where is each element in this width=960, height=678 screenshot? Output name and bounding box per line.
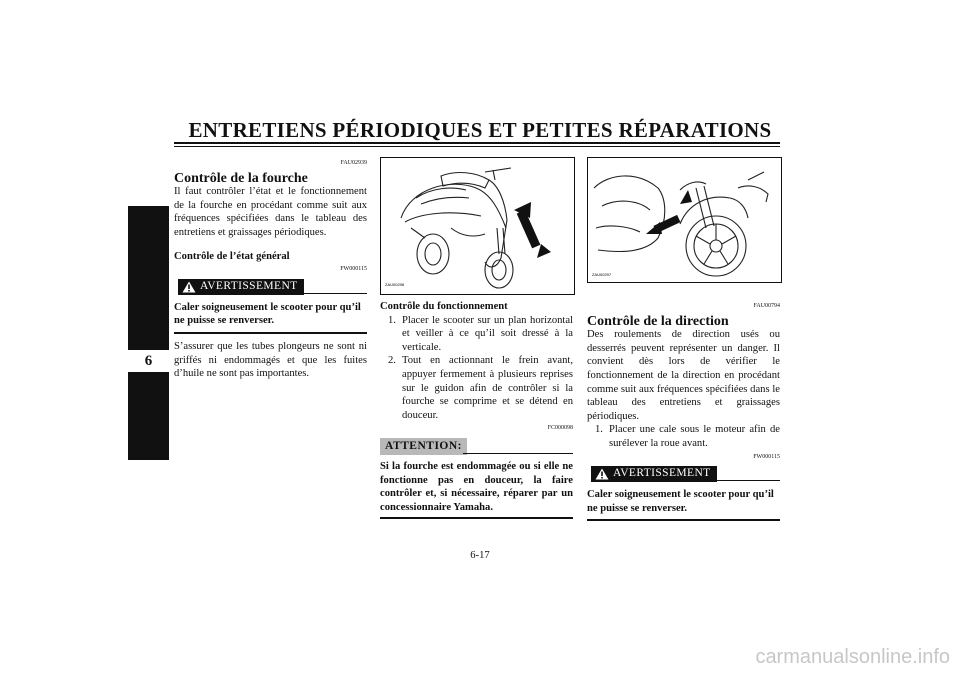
body-text: S’assurer que les tubes plongeurs ne sont ni griffés ni endommagés et que les fuites d’huile ne sont pas importantes. bbox=[174, 340, 367, 380]
page-number: 6-17 bbox=[470, 550, 490, 561]
warning-bottom-rule bbox=[174, 332, 367, 334]
warning-text: Caler soigneusement le scooter pour qu’il ne puisse se renverser. bbox=[174, 301, 361, 327]
section-code: FAU02939 bbox=[340, 160, 367, 166]
subheading: Contrôle du fonctionnement bbox=[380, 301, 508, 312]
intro-text: Il faut contrôler l’état et le fonctionnement de la fourche en procédant comme suit aux fréquences spécifiées dans le tableau des entretiens et graissages périodiques. bbox=[174, 186, 367, 238]
figure-code: ZAU00297 bbox=[592, 272, 612, 277]
section-heading: Contrôle de la fourche bbox=[174, 170, 308, 186]
step-number: 2. bbox=[388, 355, 396, 367]
column-steering-check bbox=[587, 300, 780, 521]
step-text: Placer le scooter sur un plan horizontal et veiller à ce qu’il soit dressé à la verticale. bbox=[402, 314, 573, 353]
subheading: Contrôle de l’état général bbox=[174, 250, 290, 262]
warning-triangle-icon bbox=[182, 281, 196, 293]
chapter-tab bbox=[128, 206, 169, 460]
title-rule bbox=[174, 146, 780, 147]
step-text: Tout en actionnant le frein avant, appuyer fermement à plusieurs reprises sur le guidon afin de contrôler si la fourche se comprime et se détend en douceur. bbox=[402, 355, 573, 421]
warning-rule bbox=[716, 480, 780, 481]
warning-bottom-rule bbox=[587, 519, 780, 521]
scooter-illustration bbox=[381, 158, 574, 294]
attention-rule bbox=[463, 453, 573, 454]
column-fork-operation bbox=[380, 300, 573, 519]
list-item bbox=[380, 354, 573, 422]
attention-label: ATTENTION: bbox=[380, 438, 467, 455]
steps-list bbox=[380, 314, 573, 423]
section-heading: Contrôle de la direction bbox=[587, 313, 729, 329]
steps-list bbox=[587, 423, 780, 450]
step-number: 1. bbox=[595, 424, 603, 436]
figure-steering bbox=[587, 157, 782, 283]
figure-code: ZAU00298 bbox=[385, 282, 405, 287]
warning-header bbox=[587, 466, 780, 488]
list-item bbox=[587, 423, 780, 450]
chapter-number: 6 bbox=[128, 350, 169, 372]
attention-header bbox=[380, 438, 573, 460]
column-fork-check bbox=[174, 157, 367, 381]
attention-code: FC000098 bbox=[547, 425, 573, 432]
attention-bottom-rule bbox=[380, 517, 573, 519]
step-text: Placer une cale sous le moteur afin de surélever la roue avant. bbox=[609, 424, 780, 449]
warning-text: Caler soigneusement le scooter pour qu’il ne puisse se renverser. bbox=[587, 489, 774, 514]
figure-scooter-fork bbox=[380, 157, 575, 295]
steering-illustration bbox=[588, 158, 781, 282]
section-code: FAU00794 bbox=[753, 303, 780, 309]
warning-triangle-icon bbox=[595, 468, 609, 480]
list-item bbox=[380, 314, 573, 355]
title-rule bbox=[174, 142, 780, 144]
watermark: carmanualsonline.info bbox=[755, 646, 950, 668]
attention-text: Si la fourche est endommagée ou si elle ne fonctionne pas en douceur, la faire contrôler et, si nécessaire, réparer par un concessionnaire Yamaha. bbox=[380, 460, 573, 513]
body-text: Des roulements de direction usés ou desserrés peuvent représenter un danger. Il convient dès lors de vérifier le fonctionnement de la direction en procédant comme suit aux fréquences spécifiées dans le tableau des entretiens et graissages périodiques. bbox=[587, 329, 780, 422]
warning-code: FW000115 bbox=[340, 266, 367, 273]
step-number: 1. bbox=[388, 314, 396, 326]
warning-header bbox=[174, 279, 367, 301]
warning-badge bbox=[178, 279, 304, 295]
warning-label: AVERTISSEMENT bbox=[200, 279, 298, 292]
warning-rule bbox=[303, 293, 367, 294]
page-title: ENTRETIENS PÉRIODIQUES ET PETITES RÉPARATIONS bbox=[188, 118, 772, 142]
warning-code: FW000115 bbox=[753, 453, 780, 460]
warning-label: AVERTISSEMENT bbox=[613, 467, 711, 480]
warning-badge bbox=[591, 466, 717, 482]
